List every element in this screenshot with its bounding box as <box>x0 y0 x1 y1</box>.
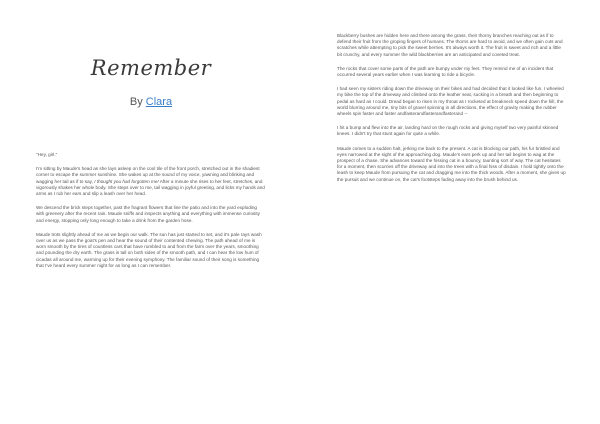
paragraph: Maude comes to a sudden halt, jerking me back to the present. A cat is blocking our path, his fur bristled and eyes narrowed at the sight of the approaching dog. Maude's ears perk up and her tail begins to wag at the prospect of a chase. She advances toward the hissing cat in a bouncy, taunting sort of way. The cat hesitates for a moment, then scurries off the driveway and into the trees with a final hiss of disdain. I hold tightly onto the leash to keep Maude from pursuing the cat and dragging me into the thick woods. After a moment, she gives up the pursuit and we continue on, the cat's footsteps fading away into the brush behind us. <box>337 145 566 182</box>
paragraph: I had seen my sisters riding down the driveway on their bikes and had decided that it looked like fun. I wheeled my bike the top of the driveway and climbed onto the leather seat, sucking in a breath and then beginning to pedal as hard as I could. Dread began to risen in my throat as I rocketed at breakneck speed down the hill, the world blurring around me, tiny bits of gravel spinning in all directions, the effect of gravity making the rubber wheels spin faster and faster andfasterandfasterandfasterand -- <box>337 86 564 117</box>
story-title: Remember <box>90 56 212 80</box>
paragraph-text: I'm sitting by Maude's head as she lays asleep on the cool tile of the front porch, stretched out in the shadiest corner to escape the summer sunshine. She wakes up at the sound of my voice, yawning and blinking and wagging her tail as if to say, <box>36 166 260 184</box>
paragraph: The rocks that cover some parts of the path are bumpy under my feet. They remind me of an incident that occurred several years earlier when I was learning to ride a bicycle. <box>337 65 554 78</box>
right-page <box>300 0 600 424</box>
left-column-text <box>36 152 266 277</box>
paragraph <box>36 166 266 197</box>
author-link[interactable]: Clara <box>145 96 173 108</box>
italic-quote: I thought you had forgotten me! <box>94 178 159 184</box>
paragraph-text: After a minute she rises to her feet, stretches, and vigorously shakes her whole body. She steps over to me, tail wagging in joyful greeting, and licks my hands and arms as I rub her ears and slip a leash over her head. <box>36 178 265 197</box>
byline-prefix: By <box>129 96 146 108</box>
paragraph: We descend the brick steps together, past the fragrant flowers that line the patio and into the yard exploding with greenery after the recent rain. Maude sniffs and inspects anything and everything with immense curiosity and energy, stopping only long enough to take a drink from the garden hose. <box>36 205 260 223</box>
paragraph: I hit a bump and flew into the air, landing hard on the rough rocks and giving myself two very painful skinned knees. I didn't try that stunt again for quite a while. <box>337 125 559 137</box>
byline <box>86 96 216 108</box>
paragraph: "Hey, girl." <box>36 152 58 157</box>
right-column-text <box>337 33 567 191</box>
paragraph: Maude trots slightly ahead of me as we begin our walk. The sun has just started to set, and it's pale rays wash over us as we pass the goat's pen and hear the sound of their contented chewing. The path ahead of me is worn smooth by the tires of countless cars that have rumbled to and from the farm over the years, smoothing and pounding the dry earth. The grass is tall on both sides of the smooth path, and I can hear the low hum of cicadas all around me, warming up for their evening symphony. The familiar sound of their song is something that I've heard every summer night for as long as I can remember. <box>36 231 262 268</box>
paragraph: Blackberry bushes are hidden here and there among the grass, their thorny branches reaching out as if to defend their fruit from the groping fingers of humans. The thorns are hard to avoid, and we often gain cuts and scratches while attempting to pick the sweet berries. It's always worth it. The fruit is sweet and rich and a little bit crunchy, and every summer the wild blackberries are an anticipated and coveted treat. <box>337 33 563 57</box>
